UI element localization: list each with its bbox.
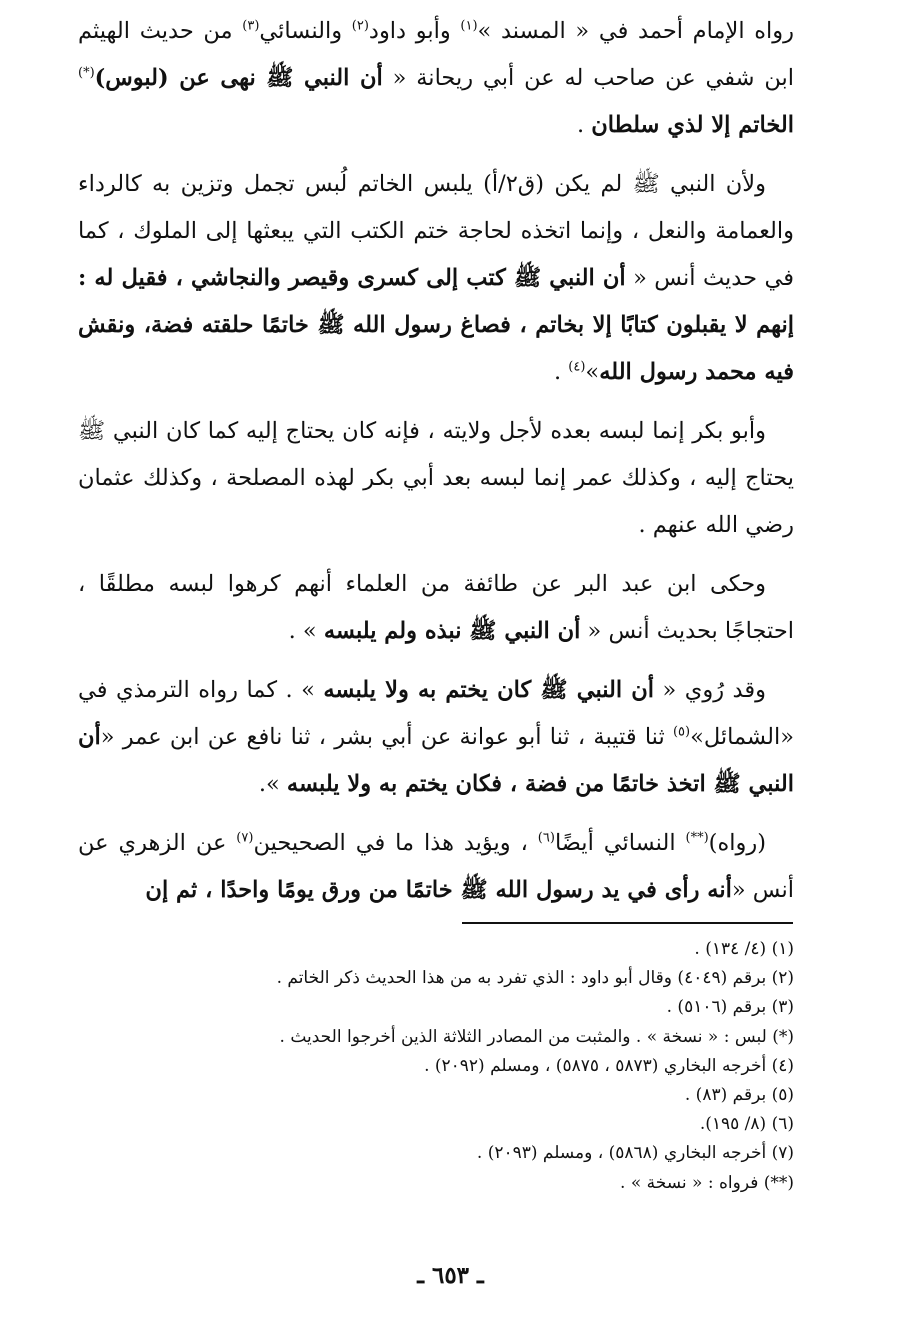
footnote-ref-3[interactable]: (٣) (242, 18, 260, 34)
p2-text-d: . (553, 359, 569, 385)
footnote-4: (٤) أخرجه البخاري (٥٨٧٣ ، ٥٨٧٥) ، ومسلم (٢٠٩٢) . (424, 1055, 794, 1076)
paragraph-2 (78, 161, 794, 396)
footnote-ref-6[interactable]: (٦) (537, 830, 555, 846)
p5-text-a: وقد رُوي « (654, 677, 766, 703)
p1-text-d: من حديث الهيثم ابن شفي عن صاحب له عن أبي ريحانة « (78, 18, 794, 91)
p5-hadith-text-2: أن النبي ﷺ اتخذ خاتمًا من فضة ، فكان يختم به ولا يلبسه (78, 724, 794, 797)
p5-text-b: » . كما رواه الترمذي في «الشمائل» (78, 677, 794, 750)
main-text (78, 8, 794, 926)
p1-text-e: . (576, 112, 592, 138)
p5-hadith-text: أن النبي ﷺ كان يختم به ولا يلبسه (323, 677, 655, 703)
p2-hadith-text: أن النبي ﷺ كتب إلى كسرى وقيصر والنجاشي ، فقيل له : إنهم لا يقبلون كتابًا إلا بخاتم ، فصاغ رسول الله ﷺ خاتمًا حلقته فضة، ونقش فيه محمد رسول الله (78, 265, 794, 385)
p5-text-c: ثنا قتيبة ، ثنا أبو عوانة عن أبي بشر ، ثنا نافع عن ابن عمر « (100, 724, 673, 750)
p2-text-a: ولأن النبي ﷺ لم يكن (ق٢/أ) يلبس الخاتم لُبس تجمل وتزين به كالرداء والعمامة والنعل ، وإنما اتخذه لحاجة ختم الكتب التي يبعثها إلى الملوك ، كما في حديث أنس « (78, 171, 794, 291)
p4-hadith-text: أن النبي ﷺ نبذه ولم يلبسه (323, 618, 581, 644)
paragraph-1 (78, 8, 794, 149)
p6-text-d: عن الزهري عن أنس « (78, 830, 794, 903)
page-number: ـ ٦٥٣ ـ (417, 1262, 484, 1289)
footnote-ref-star[interactable]: (*) (78, 65, 95, 81)
footnote-star: (*) لبس : « نسخة » . والمثبت من المصادر الثلاثة الذين أخرجوا الحديث . (279, 1026, 794, 1047)
footnote-1: (١) (٤/ ١٣٤) . (694, 939, 794, 959)
paragraph-3 (78, 408, 794, 549)
footnote-ref-1[interactable]: (١) (460, 18, 478, 34)
p4-text-c: » . (288, 618, 324, 644)
footnote-6: (٦) (٨/ ١٩٥). (699, 1114, 794, 1135)
p5-text-d: ». (258, 771, 287, 797)
p4-text-a: وحكى ابن عبد البر عن طائفة من العلماء أنهم كرهوا لبسه مطلقًا ، احتجاجًا بحديث أنس « (78, 571, 794, 644)
footnote-ref-star-2[interactable]: (**) (685, 830, 709, 846)
footnote-star-2: (**) فرواه : « نسخة » . (620, 1172, 794, 1193)
paragraph-6 (78, 820, 794, 914)
p1-hadith-text: أن النبي ﷺ نهى عن (لبوس) (94, 65, 383, 91)
footnote-ref-5[interactable]: (٥) (672, 724, 691, 740)
p3-text: وأبو بكر إنما لبسه بعده لأجل ولايته ، فإنه كان يحتاج إليه كما كان النبي ﷺ يحتاج إليه ، وكذلك عمر إنما لبسه بعد أبي بكر لهذه المصلحة ، وكذلك عثمان رضي الله عنهم . (78, 418, 794, 538)
paragraph-4 (78, 561, 794, 655)
footnote-5: (٥) برقم (٨٣) . (684, 1085, 794, 1106)
p1-text-b: وأبو داود (368, 18, 461, 44)
p1-hadith-text-2: الخاتم إلا لذي سلطان (591, 112, 794, 138)
footnote-7: (٧) أخرجه البخاري (٥٨٦٨) ، ومسلم (٢٠٩٣) . (476, 1143, 794, 1164)
footnote-ref-4[interactable]: (٤) (568, 359, 586, 375)
footnote-3: (٣) برقم (٥١٠٦) . (666, 997, 794, 1018)
p6-text-a: (رواه) (708, 830, 766, 856)
footnote-2: (٢) برقم (٤٠٤٩) وقال أبو داود : الذي تفرد به من هذا الحديث ذكر الخاتم . (276, 968, 794, 989)
p1-text-a: رواه الإمام أحمد في « المسند » (477, 18, 794, 44)
p2-text-c: » (585, 359, 600, 385)
p6-text-b: النسائي أيضًا (554, 830, 686, 856)
p1-text-c: والنسائي (259, 18, 352, 44)
footnotes (78, 935, 794, 1198)
footnote-ref-7[interactable]: (٧) (236, 830, 254, 846)
p6-hadith-text: أنه رأى في يد رسول الله ﷺ خاتمًا من ورق يومًا واحدًا ، ثم إن (145, 877, 732, 903)
paragraph-5 (78, 667, 794, 808)
footnote-separator (462, 922, 793, 924)
p6-text-c: ، ويؤيد هذا ما في الصحيحين (253, 830, 538, 856)
footnote-ref-2[interactable]: (٢) (351, 18, 369, 34)
